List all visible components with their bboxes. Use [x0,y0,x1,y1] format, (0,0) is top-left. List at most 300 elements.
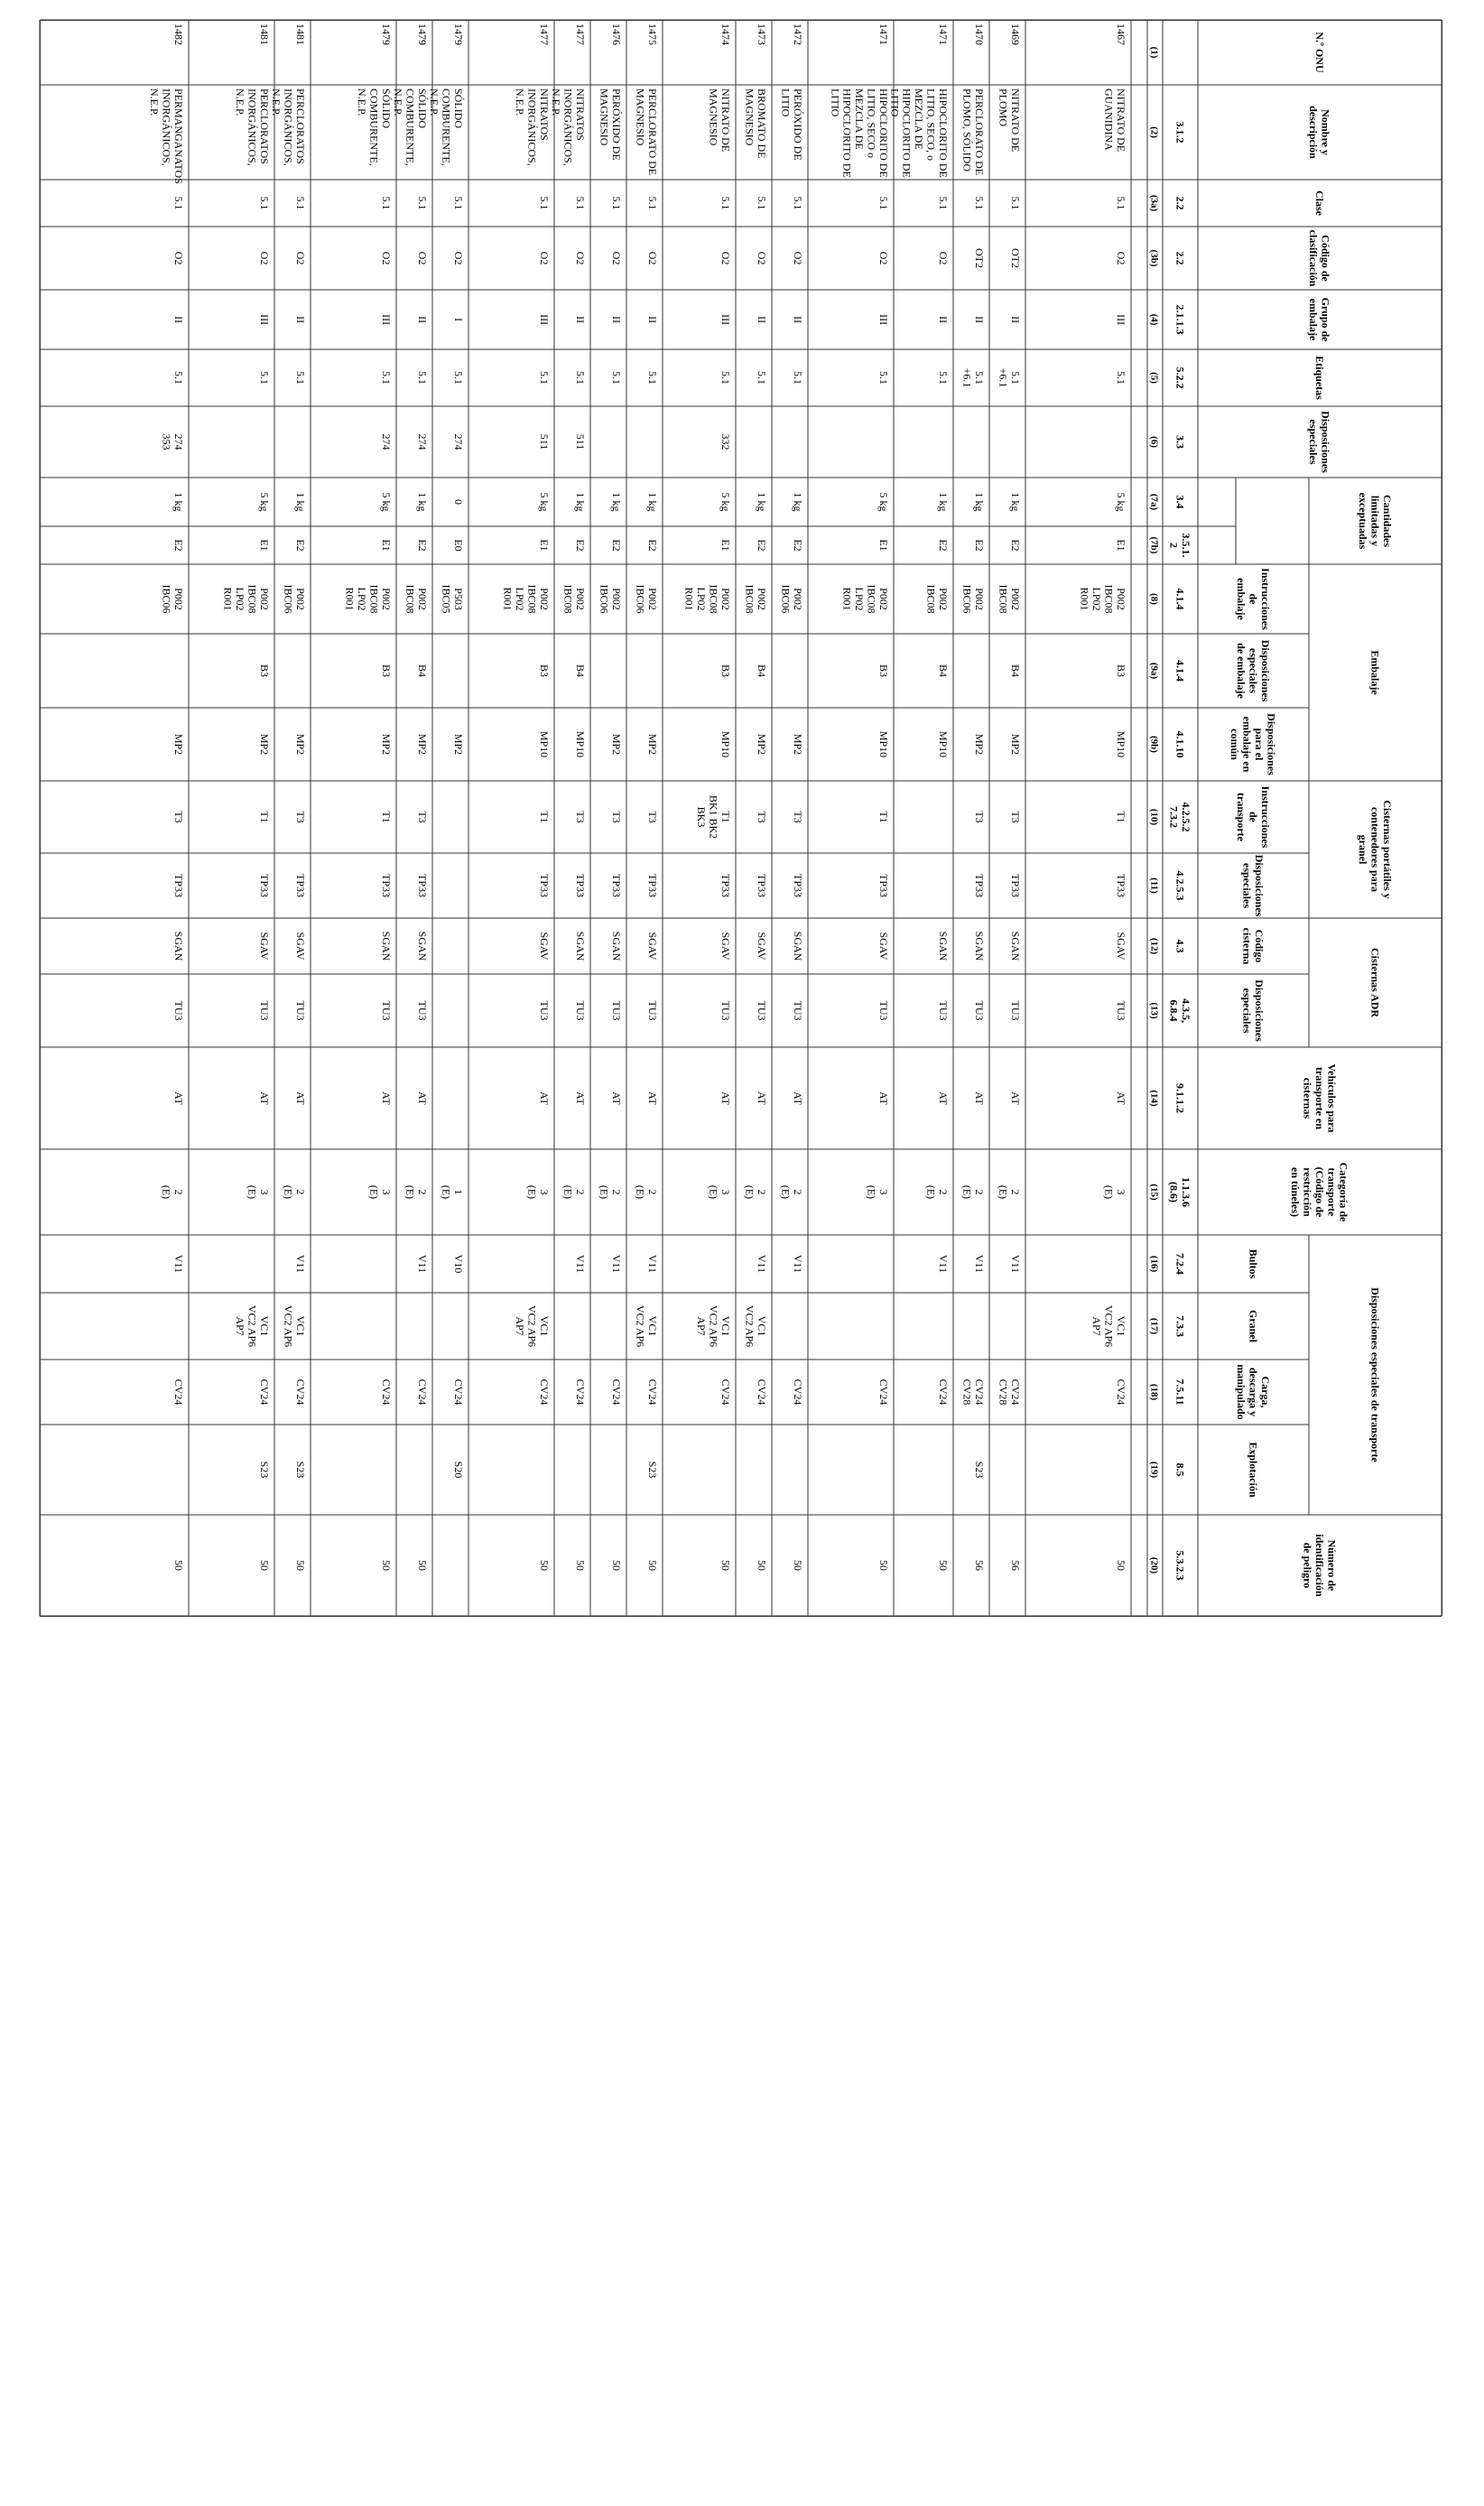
cell-row5-col5: III [877,314,890,325]
cell-row14-col4: O2 [416,251,429,265]
cell-row6-col3: 5.1 [792,196,804,210]
cell-row14-col19: V11 [416,1254,429,1274]
cell-row1-col11: B3 [1115,664,1127,678]
cell-row1-col2: NITRATO DEGUANIDINA [1102,88,1127,153]
cell-row17-col5: III [258,314,271,325]
cell-row2-col8: 1 kg [1009,492,1022,512]
cell-row9-col15: SGAV [646,932,659,961]
header-disp-especiales-embalaje: Disposicionesespecialesde embalaje [1234,639,1272,702]
cell-row14-col1: 1479 [416,23,429,45]
cell-row1-col16: TU3 [1115,1000,1127,1021]
cell-row11-col2: NITRATOSINORGÁNICOS,N.E.P. [550,88,587,166]
header-cisternas-adr: Cisternas ADR [1368,948,1382,1017]
cell-row1-col9: E1 [1115,539,1127,552]
cell-row11-col13: T3 [574,811,587,823]
ref-cell-7: 3.3 [1173,435,1187,449]
header-instrucciones-embalaje: Instruccionesdeembalaje [1234,568,1272,630]
cell-row16-col8: 1 kg [294,492,307,512]
cell-row12-col16: TU3 [538,1000,551,1021]
cell-row2-col19: V11 [1009,1254,1022,1274]
cell-row5-col21: CV24 [877,1378,890,1406]
cell-row17-col10: P002IBC08LP02R001 [221,584,271,614]
cell-row11-col18: 2(E) [561,1184,587,1200]
cell-row18-col15: SGAN [172,931,185,961]
cell-row7-col4: O2 [756,251,768,265]
cell-row9-col2: PERCLORATO DEMAGNESIO [634,88,659,176]
cell-row10-col5: II [610,316,623,323]
cell-row6-col13: T3 [792,811,804,823]
column-number-6: (5) [1148,372,1160,384]
cell-row17-col2: PERCLORATOSINORGÁNICOS,N.E.P. [234,88,271,166]
ref-cell-11: 4.1.4 [1173,660,1187,682]
cell-row1-col1: 1467 [1115,23,1127,45]
cell-row5-col9: E1 [877,539,890,552]
cell-row3-col23: 56 [973,1560,986,1571]
cell-row14-col16: TU3 [416,1000,429,1021]
cell-row13-col4: O2 [452,251,465,265]
cell-row4-col19: V11 [937,1254,950,1274]
cell-row9-col20: VC1VC2 AP6 [634,1304,659,1348]
cell-row13-col3: 5.1 [452,196,465,210]
cell-row5-col23: 50 [877,1560,890,1571]
cell-row2-col21: CV24CV28 [997,1378,1022,1406]
header-numero-peligro: Número deidentificaciónde peligro [1301,1534,1339,1597]
cell-row4-col8: 1 kg [937,492,950,512]
cell-row14-col8: 1 kg [416,492,429,512]
header-cantidades: Cantidadeslimitadas yexceptuadas [1356,492,1394,550]
cell-row12-col17: AT [538,1091,551,1105]
cell-row16-col9: E2 [294,539,307,552]
cell-row2-col17: AT [1009,1091,1022,1105]
ref-cell-9: 3.5.1.2 [1167,533,1193,558]
cell-row13-col12: MP2 [452,733,465,756]
column-number-13: (10) [1148,808,1160,826]
cell-row4-col4: O2 [937,251,950,265]
cell-row16-col1: 1481 [294,23,307,45]
cell-row9-col17: AT [646,1091,659,1105]
cell-row14-col7: 274 [416,433,429,450]
ref-cell-22: 8.5 [1173,1462,1187,1477]
header-codigo-cisterna: Códigocisterna [1240,927,1266,965]
cell-row12-col5: III [538,314,551,325]
cell-row8-col21: CV24 [719,1378,732,1406]
cell-row17-col14: TP33 [258,873,271,898]
cell-row10-col17: AT [610,1091,623,1105]
cell-row16-col10: P002IBC06 [282,584,307,614]
cell-row9-col5: II [646,316,659,323]
cell-row6-col21: CV24 [792,1378,804,1406]
cell-row15-col13: T1 [380,811,393,823]
header-vehiculos: Vehículos paratransporte encisternas [1301,1063,1339,1133]
cell-row13-col2: SÓLIDOCOMBURENTE,N.E.P. [428,88,465,166]
cell-row4-col17: AT [937,1091,950,1105]
cell-row12-col7: 511 [538,433,551,450]
cell-row5-col10: P002IBC08LP02R001 [840,584,890,614]
cell-row15-col12: MP2 [380,733,393,756]
cell-row18-col4: O2 [172,251,185,265]
dangerous-goods-table [40,20,1442,1616]
cell-row9-col22: S23 [646,1461,659,1479]
cell-row7-col12: MP2 [756,733,768,756]
cell-row14-col23: 50 [416,1560,429,1571]
cell-row8-col20: VC1VC2 AP6AP7 [695,1304,732,1348]
header-embalaje: Embalaje [1368,650,1382,695]
header-disp-especiales-cp: Disposicionesespeciales [1240,854,1266,917]
cell-row1-col17: AT [1115,1091,1127,1105]
cell-row18-col13: T3 [172,811,185,823]
cell-row10-col12: MP2 [610,733,623,756]
ref-cell-5: 2.1.1.3 [1173,304,1187,335]
cell-row18-col23: 50 [172,1560,185,1571]
cell-row12-col13: T1 [538,811,551,823]
header-grupo-embalaje: Grupo deembalaje [1307,297,1332,342]
cell-row5-col15: SGAV [877,932,890,961]
cell-row1-col6: 5.1 [1115,371,1127,385]
cell-row14-col12: MP2 [416,733,429,756]
cell-row10-col18: 2(E) [598,1184,623,1200]
cell-row16-col23: 50 [294,1560,307,1571]
cell-row15-col9: E1 [380,539,393,552]
cell-row15-col23: 50 [380,1560,393,1571]
cell-row16-col6: 5.1 [294,371,307,385]
cell-row1-col15: SGAV [1115,932,1127,961]
cell-row17-col6: 5.1 [258,371,271,385]
cell-row10-col14: TP33 [610,873,623,898]
cell-row12-col23: 50 [538,1560,551,1571]
cell-row7-col8: 1 kg [756,492,768,512]
ref-cell-16: 4.3.5,6.8.4 [1167,998,1193,1023]
cell-row17-col21: CV24 [258,1378,271,1406]
cell-row4-col23: 50 [937,1560,950,1571]
table-header [1229,32,1394,1597]
ref-cell-4: 2.2 [1173,251,1187,265]
ref-cell-6: 5.2.2 [1173,367,1187,389]
ref-cell-14: 4.2.5.3 [1173,870,1187,901]
cell-row17-col9: E1 [258,539,271,552]
cell-row7-col17: AT [756,1091,768,1105]
cell-row9-col23: 50 [646,1560,659,1571]
cell-row16-col17: AT [294,1091,307,1105]
column-number-21: (18) [1148,1383,1160,1401]
cell-row4-col21: CV24 [937,1378,950,1406]
cell-row14-col6: 5.1 [416,371,429,385]
column-number-22: (19) [1148,1461,1160,1479]
cell-row13-col6: 5.1 [452,371,465,385]
ref-cell-20: 7.3.3 [1173,1315,1187,1337]
cell-row6-col19: V11 [792,1254,804,1274]
column-number-12: (9b) [1148,736,1160,753]
column-number-1: (1) [1148,46,1160,59]
cell-row16-col14: TP33 [294,873,307,898]
cell-row9-col4: O2 [646,251,659,265]
cell-row1-col21: CV24 [1115,1378,1127,1406]
cell-row16-col3: 5.1 [294,196,307,210]
cell-row11-col23: 50 [574,1560,587,1571]
cell-row7-col13: T3 [756,811,768,823]
cell-row12-col3: 5.1 [538,196,551,210]
cell-row15-col21: CV24 [380,1378,393,1406]
cell-row10-col3: 5.1 [610,196,623,210]
cell-row10-col4: O2 [610,251,623,265]
cell-row8-col17: AT [719,1091,732,1105]
cell-row14-col21: CV24 [416,1378,429,1406]
cell-row16-col2: PERCLORATOSINORGÁNICOS,N.E.P. [270,88,307,166]
cell-row11-col11: B4 [574,664,587,678]
cell-row15-col1: 1479 [380,23,393,45]
cell-row11-col21: CV24 [574,1378,587,1406]
cell-row8-col10: P002IBC08LP02R001 [682,584,732,614]
cell-row15-col6: 5.1 [380,371,393,385]
cell-row11-col6: 5.1 [574,371,587,385]
cell-row9-col14: TP33 [646,873,659,898]
cell-row11-col7: 511 [574,433,587,450]
column-number-14: (11) [1148,877,1160,894]
cell-row15-col15: SGAN [380,931,393,961]
cell-row11-col12: MP10 [574,730,587,758]
cell-row7-col6: 5.1 [756,371,768,385]
cell-row3-col4: OT2 [973,248,986,268]
cell-row5-col17: AT [877,1091,890,1105]
cell-row12-col21: CV24 [538,1378,551,1406]
cell-row4-col6: 5.1 [937,371,950,385]
cell-row16-col20: VC1VC2 AP6 [282,1304,307,1348]
column-number-17: (14) [1148,1090,1160,1107]
header-instrucciones-transporte: Instruccionesdetransporte [1234,785,1272,849]
cell-row17-col4: O2 [258,251,271,265]
cell-row8-col6: 5.1 [719,371,732,385]
column-number-18: (15) [1148,1183,1160,1201]
header-carga: Carga,descarga ymanipulado [1234,1364,1272,1420]
cell-row2-col23: 56 [1009,1560,1022,1571]
cell-row2-col15: SGAN [1009,931,1022,961]
cell-row7-col21: CV24 [756,1378,768,1406]
header-disp-especiales-adr: Disposicionesespeciales [1240,979,1266,1042]
column-number-20: (17) [1148,1317,1160,1335]
column-number-4: (3b) [1148,249,1160,267]
cell-row7-col16: TU3 [756,1000,768,1021]
cell-row1-col14: TP33 [1115,873,1127,898]
cell-row12-col11: B3 [538,664,551,678]
cell-row18-col6: 5.1 [172,371,185,385]
cell-row8-col2: NITRATO DEMAGNESIO [707,88,732,153]
cell-row5-col2: HIPOCLORITO DELITIO, SECO oMEZCLA DEHIPOCLORITO DELITIO [829,88,890,178]
column-number-3: (3a) [1148,194,1160,212]
cell-row15-col2: SÓLIDOCOMBURENTE,N.E.P. [356,88,393,166]
header-codigo-clasificacion: Código declasificación [1307,229,1332,287]
header-disp-transporte: Disposiciones especiales de transporte [1368,1287,1382,1462]
cell-row1-col13: T1 [1115,811,1127,823]
cell-row17-col1: 1481 [258,23,271,45]
cell-row3-col18: 2(E) [960,1184,986,1200]
cell-row16-col16: TU3 [294,1000,307,1021]
cell-row8-col1: 1474 [719,23,732,45]
cell-row6-col6: 5.1 [792,371,804,385]
cell-row8-col23: 50 [719,1560,732,1571]
header-granel: Granel [1247,1310,1260,1342]
column-number-11: (9a) [1148,662,1160,680]
cell-row7-col9: E2 [756,539,768,552]
cell-row5-col14: TP33 [877,873,890,898]
cell-row1-col8: 5 kg [1115,492,1127,512]
cell-row13-col22: S20 [452,1461,465,1479]
cell-row2-col2: NITRATO DEPLOMO [997,88,1022,153]
cell-row16-col22: S23 [294,1461,307,1479]
cell-row13-col19: V10 [452,1254,465,1274]
header-explotacion: Explotación [1247,1442,1260,1498]
cell-row12-col8: 5 kg [538,492,551,512]
cell-row4-col16: TU3 [937,1000,950,1021]
ref-cell-21: 7.5.11 [1173,1378,1187,1406]
cell-row5-col6: 5.1 [877,371,890,385]
cell-row7-col18: 2(E) [743,1184,768,1200]
cell-row4-col1: 1471 [937,23,950,45]
cell-row15-col14: TP33 [380,873,393,898]
cell-row14-col3: 5.1 [416,196,429,210]
cell-row14-col18: 2(E) [403,1184,429,1200]
cell-row18-col8: 1 kg [172,492,185,512]
cell-row7-col2: BROMATO DEMAGNESIO [743,88,768,159]
cell-row2-col18: 2(E) [997,1184,1022,1200]
cell-row12-col20: VC1VC2 AP6AP7 [514,1304,551,1348]
cell-row4-col11: B4 [937,664,950,678]
cell-row8-col3: 5.1 [719,196,732,210]
column-number-19: (16) [1148,1255,1160,1273]
cell-row11-col17: AT [574,1091,587,1105]
cell-row2-col12: MP2 [1009,733,1022,756]
cell-row18-col5: II [172,316,185,323]
cell-row6-col8: 1 kg [792,492,804,512]
cell-row1-col3: 5.1 [1115,196,1127,210]
cell-row10-col2: PERÓXIDO DEMAGNESIO [598,88,623,161]
cell-row6-col14: TP33 [792,873,804,898]
table-body [148,23,1192,1581]
cell-row11-col1: 1477 [574,23,587,45]
cell-row8-col15: SGAV [719,932,732,961]
cell-row17-col3: 5.1 [258,196,271,210]
header-disp-embalaje-comun: Disposicionespara elembalaje encomún [1229,713,1278,775]
cell-row4-col18: 2(E) [924,1184,950,1200]
cell-row13-col21: CV24 [452,1378,465,1406]
cell-row3-col9: E2 [973,539,986,552]
ref-cell-17: 9.1.1.2 [1173,1083,1187,1113]
cell-row18-col12: MP2 [172,733,185,756]
header-cisternas-portatiles: Cisternas portátiles ycontenedores paragranel [1356,800,1394,899]
cell-row8-col18: 3(E) [707,1184,732,1200]
cell-row4-col15: SGAN [937,931,950,961]
cell-row2-col16: TU3 [1009,1000,1022,1021]
cell-row15-col16: TU3 [380,1000,393,1021]
header-n-onu: N.º ONU [1312,32,1326,73]
cell-row17-col17: AT [258,1091,271,1105]
cell-row11-col5: II [574,316,587,323]
cell-row14-col15: SGAN [416,931,429,961]
ref-cell-10: 4.1.4 [1173,588,1187,610]
cell-row17-col20: VC1VC2 AP6AP7 [234,1304,271,1348]
cell-row6-col10: P002IBC06 [779,584,804,614]
cell-row7-col1: 1473 [756,23,768,45]
cell-row3-col17: AT [973,1091,986,1105]
cell-row15-col3: 5.1 [380,196,393,210]
cell-row11-col10: P002IBC08 [561,584,587,614]
cell-row7-col19: V11 [756,1254,768,1274]
table-grid [40,20,1442,1616]
ref-cell-19: 7.2.4 [1173,1253,1187,1275]
cell-row1-col18: 3(E) [1102,1184,1127,1200]
cell-row14-col13: T3 [416,811,429,823]
cell-row13-col7: 274 [452,433,465,450]
cell-row12-col4: O2 [538,251,551,265]
cell-row2-col6: 5.1+6.1 [997,367,1022,388]
cell-row7-col15: SGAV [756,932,768,961]
cell-row7-col14: TP33 [756,873,768,898]
cell-row15-col18: 3(E) [367,1184,393,1200]
cell-row3-col13: T3 [973,811,986,823]
cell-row11-col9: E2 [574,539,587,552]
cell-row3-col15: SGAN [973,931,986,961]
cell-row9-col8: 1 kg [646,492,659,512]
cell-row9-col18: 2(E) [634,1184,659,1200]
ref-cell-8: 3.4 [1173,495,1187,509]
cell-row3-col12: MP2 [973,733,986,756]
cell-row3-col19: V11 [973,1254,986,1274]
cell-row5-col16: TU3 [877,1000,890,1021]
cell-row18-col16: TU3 [172,1000,185,1021]
cell-row12-col14: TP33 [538,873,551,898]
cell-row4-col12: MP10 [937,730,950,758]
cell-row16-col21: CV24 [294,1378,307,1406]
ref-cell-18: 1.1.3.6(8.6) [1167,1177,1193,1207]
cell-row15-col4: O2 [380,251,393,265]
cell-row6-col4: O2 [792,251,804,265]
cell-row18-col1: 1482 [172,23,185,45]
cell-row11-col16: TU3 [574,1000,587,1021]
cell-row8-col16: TU3 [719,1000,732,1021]
cell-row12-col10: P002IBC08LP02R001 [501,584,551,614]
cell-row8-col4: O2 [719,251,732,265]
cell-row15-col5: III [380,314,393,325]
header-etiquetas: Etiquetas [1312,356,1326,400]
ref-cell-12: 4.1.10 [1173,730,1187,758]
cell-row6-col12: MP2 [792,733,804,756]
cell-row8-col14: TP33 [719,873,732,898]
cell-row8-col11: B3 [719,664,732,678]
cell-row8-col7: 332 [719,433,732,450]
cell-row1-col12: MP10 [1115,730,1127,758]
cell-row18-col10: P002IBC06 [160,584,185,614]
cell-row4-col5: II [937,316,950,323]
cell-row12-col12: MP10 [538,730,551,758]
cell-row9-col10: P002IBC06 [634,584,659,614]
cell-row18-col7: 274353 [160,433,185,450]
cell-row18-col19: V11 [172,1254,185,1274]
cell-row13-col5: I [452,318,465,321]
cell-row17-col16: TU3 [258,1000,271,1021]
cell-row3-col1: 1470 [973,23,986,45]
cell-row10-col19: V11 [610,1254,623,1274]
cell-row7-col5: II [756,316,768,323]
cell-row8-col5: III [719,314,732,325]
column-number-9: (7b) [1148,536,1160,554]
ref-cell-3: 2.2 [1173,196,1187,210]
cell-row18-col18: 2(E) [160,1184,185,1200]
cell-row3-col21: CV24CV28 [960,1378,986,1406]
header-categoria: Categoría detransporte(Código derestricciónen túneles) [1288,1162,1350,1222]
cell-row9-col1: 1475 [646,23,659,45]
cell-row11-col4: O2 [574,251,587,265]
cell-row14-col17: AT [416,1091,429,1105]
cell-row16-col13: T3 [294,811,307,823]
cell-row6-col16: TU3 [792,1000,804,1021]
